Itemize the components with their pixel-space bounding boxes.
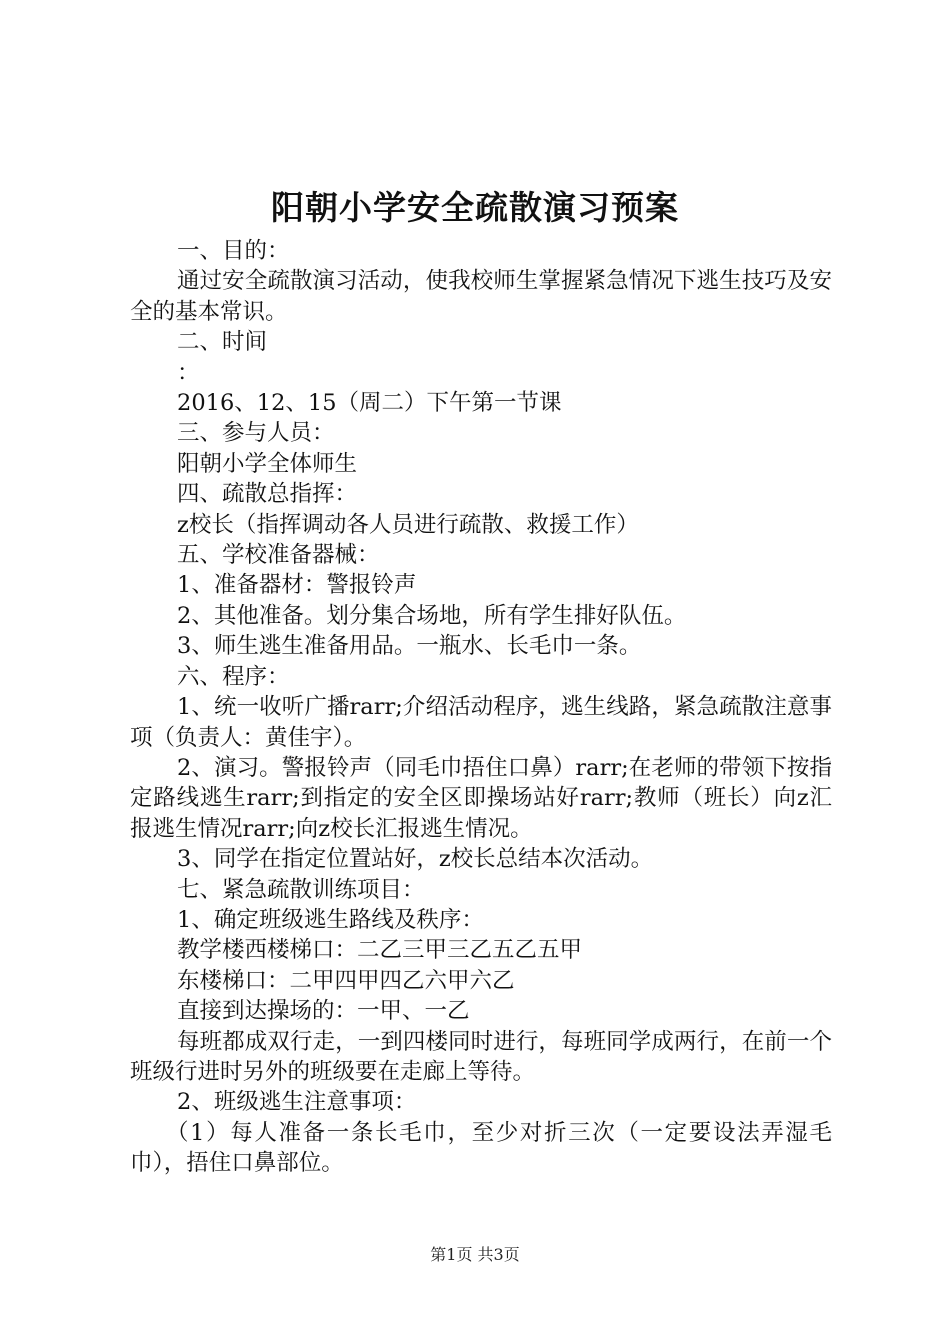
route-direct: 直接到达操场的：一甲、一乙 bbox=[177, 998, 470, 1025]
paragraph-purpose: 通过安全疏散演习活动，使我校师生掌握紧急情况下逃生技巧及安全的基本常识。 bbox=[130, 268, 832, 325]
list-item-procedure-1: 1、统一收听广播rarr;介绍活动程序，逃生线路，紧急疏散注意事项（负责人：黄佳宇）。 bbox=[130, 694, 832, 751]
paragraph-colon: ： bbox=[177, 359, 200, 386]
list-item-training-2: 2、班级逃生注意事项： bbox=[177, 1089, 417, 1116]
section-heading-commander: 四、疏散总指挥： bbox=[177, 481, 358, 508]
list-item-equipment-3: 3、师生逃生准备用品。一瓶水、长毛巾一条。 bbox=[177, 633, 642, 660]
list-item-training-1: 1、确定班级逃生路线及秩序： bbox=[177, 906, 484, 933]
route-east-stairs: 东楼梯口：二甲四甲四乙六甲六乙 bbox=[177, 967, 515, 994]
document-title: 阳朝小学安全疏散演习预案 bbox=[271, 188, 679, 227]
list-item-procedure-2: 2、演习。警报铃声（同毛巾捂住口鼻）rarr;在老师的带领下按指定路线逃生rarr;到指定的安全区即操场站好rarr;教师（班长）向z汇报逃生情况rarr;向z校长汇报逃生情况。 bbox=[130, 754, 832, 842]
section-heading-purpose: 一、目的： bbox=[177, 238, 290, 264]
section-heading-training: 七、紧急疏散训练项目： bbox=[177, 876, 425, 903]
section-heading-time: 二、时间 bbox=[177, 329, 268, 356]
list-item-procedure-3: 3、同学在指定位置站好，z校长总结本次活动。 bbox=[177, 846, 654, 873]
paragraph-participants: 阳朝小学全体师生 bbox=[177, 450, 358, 477]
paragraph-walking-rules: 每班都成双行走，一到四楼同时进行，每班同学成两行，在前一个班级行进时另外的班级要在走廊上等待。 bbox=[130, 1028, 832, 1085]
paragraph-commander: z校长（指挥调动各人员进行疏散、救援工作） bbox=[177, 511, 639, 538]
list-item-equipment-2: 2、其他准备。划分集合场地，所有学生排好队伍。 bbox=[177, 602, 687, 629]
paragraph-date: 2016、12、15（周二）下午第一节课 bbox=[177, 390, 562, 417]
route-west-stairs: 教学楼西楼梯口：二乙三甲三乙五乙五甲 bbox=[177, 937, 583, 964]
section-heading-equipment: 五、学校准备器械： bbox=[177, 542, 380, 569]
document-body bbox=[130, 236, 832, 1179]
list-item-towel: （1）每人准备一条长毛巾，至少对折三次（一定要设法弄湿毛巾），捂住口鼻部位。 bbox=[130, 1119, 832, 1177]
section-heading-participants: 三、参与人员： bbox=[177, 420, 335, 447]
page-footer: 第1页 共3页 bbox=[430, 1245, 520, 1264]
section-heading-procedure: 六、程序： bbox=[177, 663, 290, 690]
list-item-equipment-1: 1、准备器材：警报铃声 bbox=[177, 572, 417, 599]
